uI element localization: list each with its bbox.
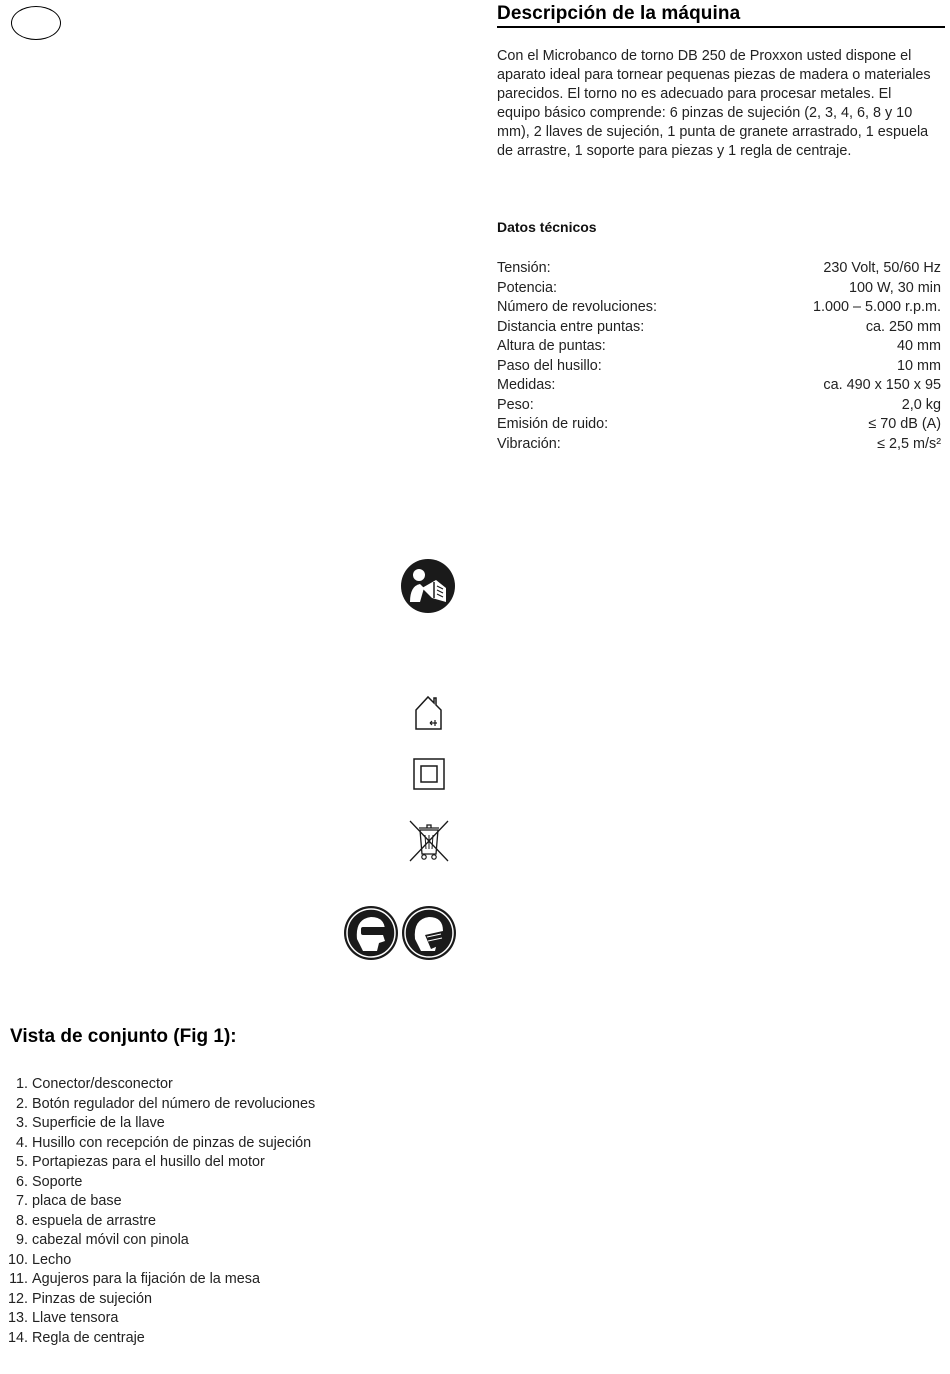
spec-row — [497, 397, 941, 417]
spec-value: 2,0 kg — [901, 396, 941, 413]
spec-value: ca. 490 x 150 x 95 — [823, 377, 941, 393]
spec-row — [497, 358, 941, 378]
spec-value: ≤ 2,5 m/s² — [877, 435, 941, 452]
eye-protection-icon — [343, 905, 399, 961]
spec-label: Distancia entre puntas: — [497, 318, 645, 335]
spec-label: Altura de puntas: — [497, 338, 606, 354]
spec-row — [497, 280, 941, 300]
spec-value: 10 mm — [897, 357, 941, 374]
list-item — [0, 1115, 315, 1135]
list-item-label: Husillo con recepción de pinzas de sujeción — [32, 1134, 312, 1151]
list-item-label: Conector/desconector — [32, 1076, 173, 1092]
specs-heading: Datos técnicos — [497, 219, 597, 235]
list-item — [0, 1330, 315, 1350]
section-title: Descripción de la máquina — [497, 3, 741, 24]
list-item-number: 9. — [15, 1232, 28, 1248]
list-item-number: 6. — [15, 1173, 28, 1190]
list-item-number: 1. — [15, 1076, 28, 1092]
list-item-number: 13. — [7, 1310, 28, 1326]
list-item-label: placa de base — [32, 1193, 122, 1209]
list-item-number: 2. — [15, 1095, 28, 1112]
list-item-number: 10. — [7, 1251, 28, 1268]
machine-description: Con el Microbanco de torno DB 250 de Proxxon usted dispone el aparato ideal para tornear pequenas piezas de madera o materiales parecidos. El torno no es adecuado para procesar metales. El equipo básico comprende: 6 pinzas de sujeción (2, 3, 4, 6, 8 y 10 mm), 2 llaves de sujeción, 1 punta de granete arrastrado, 1 espuela de arrastre, 1 soporte para piezas y 1 regla de centraje. — [497, 48, 931, 160]
list-item-number: 11. — [9, 1271, 28, 1287]
spec-row — [497, 260, 941, 280]
list-item — [0, 1291, 315, 1311]
spec-label: Emisión de ruido: — [497, 416, 609, 432]
title-underline — [497, 26, 945, 28]
list-item — [0, 1135, 315, 1155]
list-item-number: 4. — [15, 1134, 28, 1151]
spec-value: ≤ 70 dB (A) — [868, 416, 941, 432]
spec-label: Tensión: — [497, 260, 551, 276]
spec-row — [497, 377, 941, 397]
spec-value: 40 mm — [897, 338, 941, 354]
specs-table — [497, 260, 941, 455]
list-item-label: cabezal móvil con pinola — [32, 1232, 189, 1248]
list-item — [0, 1096, 315, 1116]
list-item — [0, 1213, 315, 1233]
parts-list — [0, 1076, 315, 1349]
list-item-number: 8. — [15, 1212, 28, 1229]
spec-row — [497, 319, 941, 339]
list-item-number: 12. — [7, 1290, 28, 1307]
indoor-use-icon — [413, 694, 445, 732]
list-item-label: Pinzas de sujeción — [32, 1290, 152, 1307]
spec-label: Potencia: — [497, 279, 558, 296]
list-item-label: Portapiezas para el husillo del motor — [32, 1154, 265, 1170]
spec-label: Vibración: — [497, 435, 561, 452]
spec-value: ca. 250 mm — [865, 318, 941, 335]
list-item-label: espuela de arrastre — [32, 1212, 156, 1229]
spec-row — [497, 338, 941, 358]
spec-row — [497, 416, 941, 436]
spec-row — [497, 299, 941, 319]
list-item — [0, 1310, 315, 1330]
language-marker — [11, 6, 61, 40]
list-item-number: 3. — [15, 1115, 28, 1131]
spec-value: 230 Volt, 50/60 Hz — [823, 260, 941, 276]
list-item — [0, 1271, 315, 1291]
list-item — [0, 1154, 315, 1174]
list-item — [0, 1232, 315, 1252]
spec-row — [497, 436, 941, 456]
spec-label: Medidas: — [497, 377, 556, 393]
list-item-label: Lecho — [32, 1251, 72, 1268]
spec-label: Paso del husillo: — [497, 357, 602, 374]
list-item-label: Superficie de la llave — [32, 1115, 165, 1131]
list-item-label: Regla de centraje — [32, 1329, 145, 1346]
list-item-label: Soporte — [32, 1173, 83, 1190]
list-item — [0, 1252, 315, 1272]
list-item — [0, 1076, 315, 1096]
spec-value: 100 W, 30 min — [849, 279, 941, 296]
list-item-label: Llave tensora — [32, 1310, 119, 1326]
dust-mask-icon — [401, 905, 457, 961]
list-item-number: 5. — [15, 1154, 28, 1170]
spec-value: 1.000 – 5.000 r.p.m. — [812, 299, 941, 315]
spec-label: Número de revoluciones: — [497, 299, 657, 315]
spec-label: Peso: — [497, 396, 534, 413]
overview-title: Vista de conjunto (Fig 1): — [10, 1026, 237, 1047]
double-insulation-icon — [413, 758, 445, 790]
list-item — [0, 1193, 315, 1213]
list-item-label: Botón regulador del número de revoluciones — [32, 1095, 316, 1112]
crossed-bin-icon — [407, 818, 451, 864]
list-item-number: 14. — [7, 1329, 28, 1346]
list-item-number: 7. — [15, 1193, 28, 1209]
read-manual-icon — [400, 558, 456, 614]
list-item — [0, 1174, 315, 1194]
list-item-label: Agujeros para la fijación de la mesa — [32, 1271, 260, 1287]
